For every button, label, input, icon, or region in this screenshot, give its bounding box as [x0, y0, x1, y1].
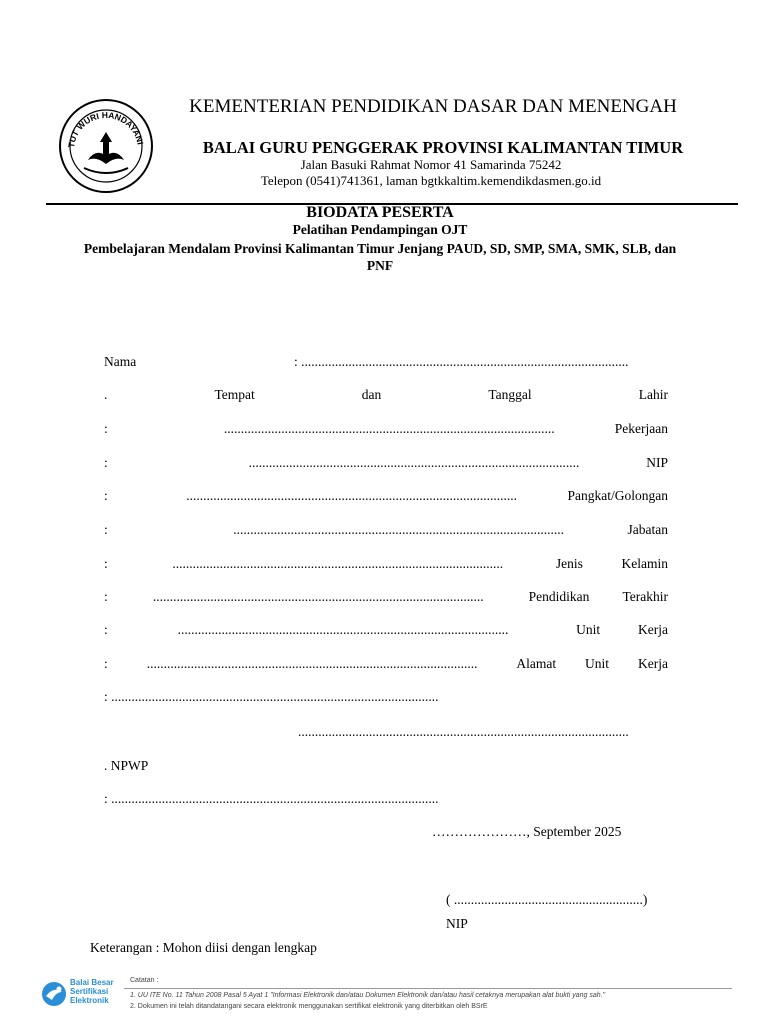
field-nip[interactable]: .................................................................................................. — [186, 488, 517, 503]
word-dan: dan — [361, 387, 382, 402]
label-pekerjaan: Pekerjaan — [614, 421, 668, 436]
word-lahir: Lahir — [638, 387, 668, 402]
tut-wuri-handayani-logo — [58, 98, 154, 194]
signature-name-field[interactable]: ( ........................................................) — [446, 892, 648, 907]
label-npwp: . NPWP — [104, 758, 149, 773]
field-pangkat-golongan[interactable]: .................................................................................................. — [233, 522, 565, 537]
punct-colon: : — [104, 622, 108, 637]
note: Keterangan : Mohon diisi dengan lengkap — [90, 940, 317, 955]
label-nama: Nama — [104, 354, 137, 369]
word-tempat: Tempat — [214, 387, 255, 402]
field-alamat-continued[interactable]: .................................................................................................. — [298, 724, 629, 739]
word-kerja: Kerja — [638, 622, 668, 637]
word-pendidikan: Pendidikan — [528, 589, 590, 604]
footer-catatan: Catatan : — [130, 977, 159, 984]
place-date[interactable]: …………………, September 2025 — [432, 824, 622, 839]
field-unit-kerja[interactable]: .................................................................................................. — [146, 656, 478, 671]
row-pekerjaan — [104, 421, 668, 439]
word-unit: Unit — [576, 622, 601, 637]
row-unit-kerja — [104, 622, 668, 640]
field-pekerjaan[interactable]: .................................................................................................. — [248, 455, 580, 470]
row-jabatan — [104, 522, 668, 540]
svg-text:TUT WURI HANDAYANI: TUT WURI HANDAYANI — [66, 109, 146, 149]
word-jenis: Jenis — [555, 556, 583, 571]
document-subtitle-2: Pembelajaran Mendalam Provinsi Kalimantan Timur Jenjang PAUD, SD, SMP, SMA, SMK, SLB, dan PNF — [83, 241, 677, 273]
row-pangkat — [104, 488, 668, 506]
contact-info: Telepon (0541)741361, laman bgtkkaltim.kemendikdasmen.go.id — [260, 173, 602, 188]
address: Jalan Basuki Rahmat Nomor 41 Samarinda 75242 — [300, 157, 562, 172]
word-tanggal: Tanggal — [488, 387, 532, 402]
word-alamat: Alamat — [516, 656, 557, 671]
ministry-name: KEMENTERIAN PENDIDIKAN DASAR DAN MENENGAH — [189, 96, 677, 117]
field-tempat-tanggal-lahir[interactable]: .................................................................................................. — [223, 421, 555, 436]
bsre-line-3: Elektronik — [70, 996, 109, 1005]
field-alamat-unit-kerja[interactable]: : ................................................................................................. — [104, 689, 439, 704]
punct-colon: : — [104, 455, 108, 470]
row-pendidikan — [104, 589, 668, 607]
bsre-line-2: Sertifikasi — [70, 987, 109, 996]
row-jenis-kelamin — [104, 556, 668, 574]
signature-nip-label: NIP — [446, 916, 468, 931]
document-subtitle: Pelatihan Pendampingan OJT — [292, 222, 468, 237]
word-terakhir: Terakhir — [622, 589, 668, 604]
punct-colon: : — [104, 656, 108, 671]
row-tempat-tanggal-lahir — [104, 387, 668, 405]
field-jenis-kelamin[interactable]: .................................................................................................. — [152, 589, 484, 604]
label-nip: NIP — [646, 455, 668, 470]
punct-colon: : — [104, 488, 108, 503]
field-npwp[interactable]: : ................................................................................................. — [104, 791, 439, 806]
punct-colon: : — [104, 421, 108, 436]
punct-colon: : — [104, 589, 108, 604]
bsre-line-1: Balai Besar — [70, 978, 114, 987]
punct-dot: . — [104, 387, 108, 402]
bsre-logo — [40, 976, 124, 1016]
bsre-emblem-icon — [40, 980, 68, 1008]
field-nama[interactable]: : ................................................................................................. — [294, 354, 629, 369]
punct-colon: : — [104, 556, 108, 571]
institution-name: BALAI GURU PENGGERAK PROVINSI KALIMANTAN TIMUR — [202, 138, 684, 157]
row-nip — [104, 455, 668, 473]
document-title: BIODATA PESERTA — [306, 204, 454, 221]
word-kelamin: Kelamin — [621, 556, 668, 571]
label-pangkat-golongan: Pangkat/Golongan — [567, 488, 668, 503]
word-unit: Unit — [585, 656, 610, 671]
row-alamat-unit-kerja — [104, 656, 668, 674]
word-kerja: Kerja — [637, 656, 668, 671]
footer-note-2: 2. Dokumen ini telah ditandatangani secara elektronik menggunakan sertifikat elektronik yang diterbitkan oleh BSrE — [130, 1003, 488, 1010]
footer-divider — [124, 988, 732, 989]
label-jabatan: Jabatan — [627, 522, 668, 537]
field-jabatan[interactable]: .................................................................................................. — [172, 556, 504, 571]
punct-colon: : — [104, 522, 108, 537]
footer-note-1: 1. UU ITE No. 11 Tahun 2008 Pasal 5 Ayat 1 "Informasi Elektronik dan/atau Dokumen Elektronik dan/atau hasil cetaknya merupakan alat bukti yang sah." — [130, 992, 606, 999]
field-pendidikan-terakhir[interactable]: .................................................................................................. — [177, 622, 509, 637]
